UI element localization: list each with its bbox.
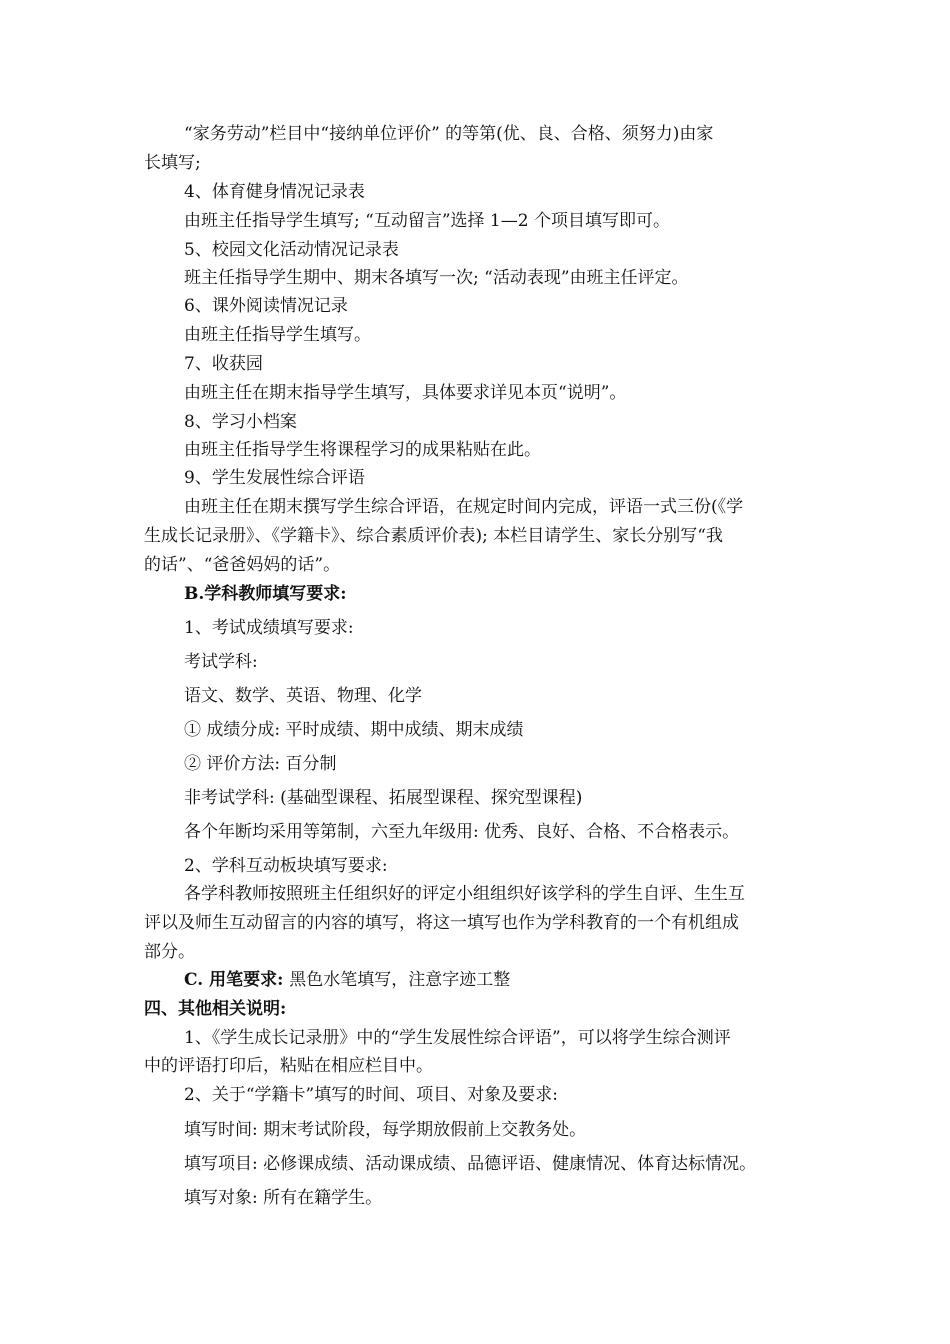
- item-heading: 8、学习小档案: [184, 412, 297, 432]
- item-heading: 2、关于“学籍卡”填写的时间、项目、对象及要求:: [184, 1085, 558, 1105]
- paragraph-line: 中的评语打印后，粘贴在相应栏目中。: [144, 1056, 433, 1076]
- section-heading-c: C. 用笔要求:: [184, 970, 290, 990]
- item-heading: 4、体育健身情况记录表: [184, 182, 365, 202]
- paragraph-line: 由班主任指导学生填写。: [184, 325, 371, 345]
- paragraph-line: 部分。: [144, 942, 195, 962]
- item-heading: 7、收获园: [184, 354, 263, 374]
- item-heading: 2、学科互动板块填写要求:: [184, 856, 388, 876]
- paragraph-line: 长填写;: [144, 153, 201, 173]
- section-line-c: [184, 968, 510, 992]
- paragraph-line: 填写对象: 所有在籍学生。: [184, 1188, 383, 1208]
- item-heading: 6、课外阅读情况记录: [184, 296, 348, 316]
- paragraph-line: “家务劳动”栏目中“接纳单位评价” 的等第(优、良、合格、须努力)由家: [184, 124, 714, 144]
- section-heading-four: 四、其他相关说明:: [144, 999, 287, 1019]
- item-heading: 1、考试成绩填写要求:: [184, 618, 354, 638]
- paragraph-line: 班主任指导学生期中、期末各填写一次; “活动表现”由班主任评定。: [184, 268, 689, 288]
- section-heading-b: B.学科教师填写要求:: [184, 584, 347, 604]
- item-heading: 5、校园文化活动情况记录表: [184, 240, 399, 260]
- paragraph-line: 由班主任指导学生填写; “互动留言”选择 1—2 个项目填写即可。: [184, 211, 670, 231]
- section-c-text: 黑色水笔填写，注意字迹工整: [289, 970, 511, 990]
- paragraph-line: 由班主任指导学生将课程学习的成果粘贴在此。: [184, 440, 541, 460]
- paragraph-line: 的话”、“爸爸妈妈的话”。: [144, 555, 341, 575]
- paragraph-line: 评以及师生互动留言的内容的填写，将这一填写也作为学科教育的一个有机组成: [144, 913, 739, 933]
- paragraph-line: 由班主任在期末撰写学生综合评语，在规定时间内完成，评语一式三份(《学: [184, 497, 744, 517]
- paragraph-line: 填写时间: 期末考试阶段，每学期放假前上交教务处。: [184, 1120, 587, 1140]
- paragraph-line: 各学科教师按照班主任组织好的评定小组组织好该学科的学生自评、生生互: [184, 884, 745, 904]
- paragraph-line: 生成长记录册》、《学籍卡》、综合素质评价表); 本栏目请学生、家长分别写“我: [144, 526, 723, 546]
- paragraph-line: 非考试学科: (基础型课程、拓展型课程、探究型课程): [184, 788, 583, 808]
- item-heading: 9、学生发展性综合评语: [184, 468, 365, 488]
- paragraph-line: 由班主任在期末指导学生填写，具体要求详见本页“说明”。: [184, 383, 627, 403]
- paragraph-line: 考试学科:: [184, 652, 258, 672]
- paragraph-line: 1、《学生成长记录册》中的“学生发展性综合评语”，可以将学生综合测评: [184, 1028, 731, 1048]
- paragraph-line: 填写项目: 必修课成绩、活动课成绩、品德评语、健康情况、体育达标情况。: [184, 1154, 757, 1174]
- paragraph-line: ② 评价方法: 百分制: [184, 754, 337, 774]
- paragraph-line: ① 成绩分成: 平时成绩、期中成绩、期末成绩: [184, 720, 524, 740]
- paragraph-line: 各个年断均采用等第制，六至九年级用: 优秀、良好、合格、不合格表示。: [184, 822, 740, 842]
- paragraph-line: 语文、数学、英语、物理、化学: [184, 686, 422, 706]
